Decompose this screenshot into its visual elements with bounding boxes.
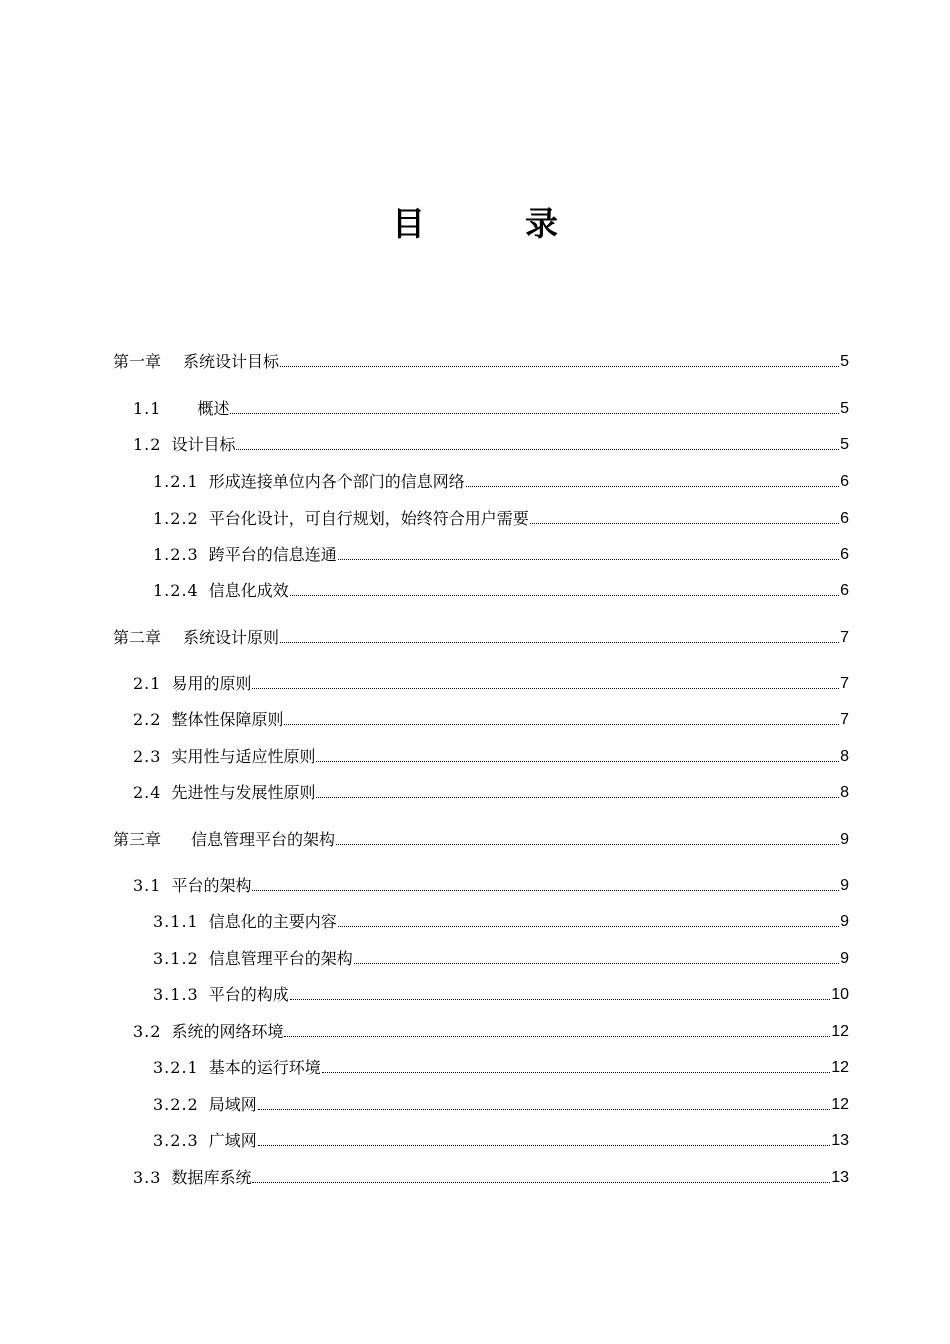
toc-text: 系统设计原则 (183, 628, 280, 647)
toc-number: 3.1 (133, 876, 162, 895)
toc-number: 3.2.1 (153, 1058, 199, 1077)
toc-text: 系统的网络环境 (171, 1022, 284, 1041)
toc-chapter-2[interactable] (113, 624, 849, 648)
toc-leader (322, 1072, 830, 1073)
toc-subsection-3-2-2[interactable] (153, 1091, 849, 1115)
toc-number: 3.1.2 (153, 949, 199, 968)
toc-number: 2.4 (133, 783, 162, 802)
toc-subsection-1-2-4[interactable] (153, 577, 849, 601)
toc-page-number: 10 (831, 986, 849, 1003)
toc-text: 信息化成效 (208, 581, 289, 600)
toc-number: 3.2.2 (153, 1095, 199, 1114)
toc-page-number: 12 (831, 1023, 849, 1040)
toc-number: 3.3 (133, 1168, 162, 1187)
toc-page-number: 7 (840, 675, 849, 692)
toc-subsection-1-2-1[interactable] (153, 468, 849, 492)
toc-page-number: 5 (840, 353, 849, 370)
toc-text: 系统设计目标 (183, 352, 280, 371)
toc-text: 形成连接单位内各个部门的信息网络 (208, 472, 465, 491)
toc-page-number: 5 (840, 436, 849, 453)
toc-text: 实用性与适应性原则 (171, 747, 316, 766)
toc-leader (336, 844, 839, 845)
toc-leader (338, 926, 839, 927)
toc-text: 信息化的主要内容 (208, 912, 337, 931)
toc-number: 2.1 (133, 674, 162, 693)
toc-number: 2.3 (133, 747, 162, 766)
toc-leader (252, 1182, 830, 1183)
toc-leader (280, 642, 839, 643)
toc-leader (338, 559, 839, 560)
toc-section-3-1[interactable] (133, 872, 849, 896)
toc-number: 第三章 (113, 830, 162, 849)
toc-number: 1.2.3 (153, 545, 199, 564)
toc-number: 1.2.4 (153, 581, 199, 600)
toc-text: 信息管理平台的架构 (208, 949, 353, 968)
toc-subsection-3-2-3[interactable] (153, 1127, 849, 1151)
toc-text: 平台的构成 (208, 985, 289, 1004)
toc-section-2-2[interactable] (133, 706, 849, 730)
toc-number: 1.1 (133, 399, 162, 418)
toc-page-number: 6 (840, 582, 849, 599)
toc-text: 局域网 (208, 1095, 257, 1114)
toc-number: 第二章 (113, 628, 162, 647)
toc-number: 3.1.1 (153, 912, 199, 931)
toc-number: 1.2 (133, 435, 162, 454)
toc-number: 3.1.3 (153, 985, 199, 1004)
toc-leader (252, 688, 839, 689)
toc-chapter-1[interactable] (113, 348, 849, 372)
toc-section-1-1[interactable] (133, 395, 849, 419)
toc-page-number: 8 (840, 748, 849, 765)
toc-text: 数据库系统 (171, 1168, 252, 1187)
toc-page-number: 7 (840, 711, 849, 728)
toc-page-number: 13 (831, 1132, 849, 1149)
toc-subsection-1-2-2[interactable] (153, 505, 849, 529)
toc-section-2-3[interactable] (133, 743, 849, 767)
toc-number: 1.2.2 (153, 509, 199, 528)
toc-section-3-2[interactable] (133, 1018, 849, 1042)
toc-subsection-3-1-2[interactable] (153, 945, 849, 969)
toc-page-number: 6 (840, 546, 849, 563)
toc-leader (530, 523, 839, 524)
toc-page-number: 8 (840, 784, 849, 801)
toc-section-3-3[interactable] (133, 1164, 849, 1188)
toc-text: 平台化设计，可自行规划，始终符合用户需要 (208, 509, 529, 528)
toc-page-number: 9 (840, 913, 849, 930)
toc-leader (236, 449, 839, 450)
toc-leader (252, 890, 839, 891)
toc-subsection-3-1-3[interactable] (153, 981, 849, 1005)
toc-text: 概述 (197, 399, 230, 418)
toc-page-number: 12 (831, 1059, 849, 1076)
toc-page-number: 9 (840, 877, 849, 894)
title-char-1: 目 (392, 204, 425, 243)
toc-subsection-3-1-1[interactable] (153, 908, 849, 932)
toc-page-number: 6 (840, 473, 849, 490)
toc-text: 易用的原则 (171, 674, 252, 693)
toc-leader (258, 1145, 830, 1146)
toc-text: 先进性与发展性原则 (171, 783, 316, 802)
toc-subsection-3-2-1[interactable] (153, 1054, 849, 1078)
toc-number: 1.2.1 (153, 472, 199, 491)
toc-number: 3.2 (133, 1022, 162, 1041)
toc-text: 平台的架构 (171, 876, 252, 895)
toc-leader (290, 595, 839, 596)
toc-leader (354, 963, 839, 964)
toc-text: 基本的运行环境 (208, 1058, 321, 1077)
toc-text: 广域网 (208, 1131, 257, 1150)
title-char-2: 录 (525, 204, 558, 243)
toc-leader (316, 761, 839, 762)
toc-subsection-1-2-3[interactable] (153, 541, 849, 565)
toc-page-number: 13 (831, 1169, 849, 1186)
toc-section-2-1[interactable] (133, 670, 849, 694)
toc-leader (258, 1109, 830, 1110)
toc-page-number: 9 (840, 950, 849, 967)
toc-number: 第一章 (113, 352, 162, 371)
toc-section-1-2[interactable] (133, 431, 849, 455)
toc-leader (290, 999, 830, 1000)
toc-page-number: 12 (831, 1096, 849, 1113)
toc-number: 2.2 (133, 710, 162, 729)
toc-text: 设计目标 (171, 435, 236, 454)
toc-leader (316, 797, 839, 798)
toc-leader (284, 1036, 830, 1037)
toc-leader (466, 486, 839, 487)
toc-page-number: 5 (840, 400, 849, 417)
toc-leader (280, 366, 839, 367)
toc-section-2-4[interactable] (133, 779, 849, 803)
toc-leader (230, 413, 839, 414)
toc-number: 3.2.3 (153, 1131, 199, 1150)
toc-page-number: 9 (840, 831, 849, 848)
toc-leader (284, 724, 839, 725)
toc-text: 跨平台的信息连通 (208, 545, 337, 564)
toc-page-number: 6 (840, 510, 849, 527)
toc-text: 整体性保障原则 (171, 710, 284, 729)
toc-page-number: 7 (840, 629, 849, 646)
toc-text: 信息管理平台的架构 (191, 830, 336, 849)
toc-chapter-3[interactable] (113, 826, 849, 850)
